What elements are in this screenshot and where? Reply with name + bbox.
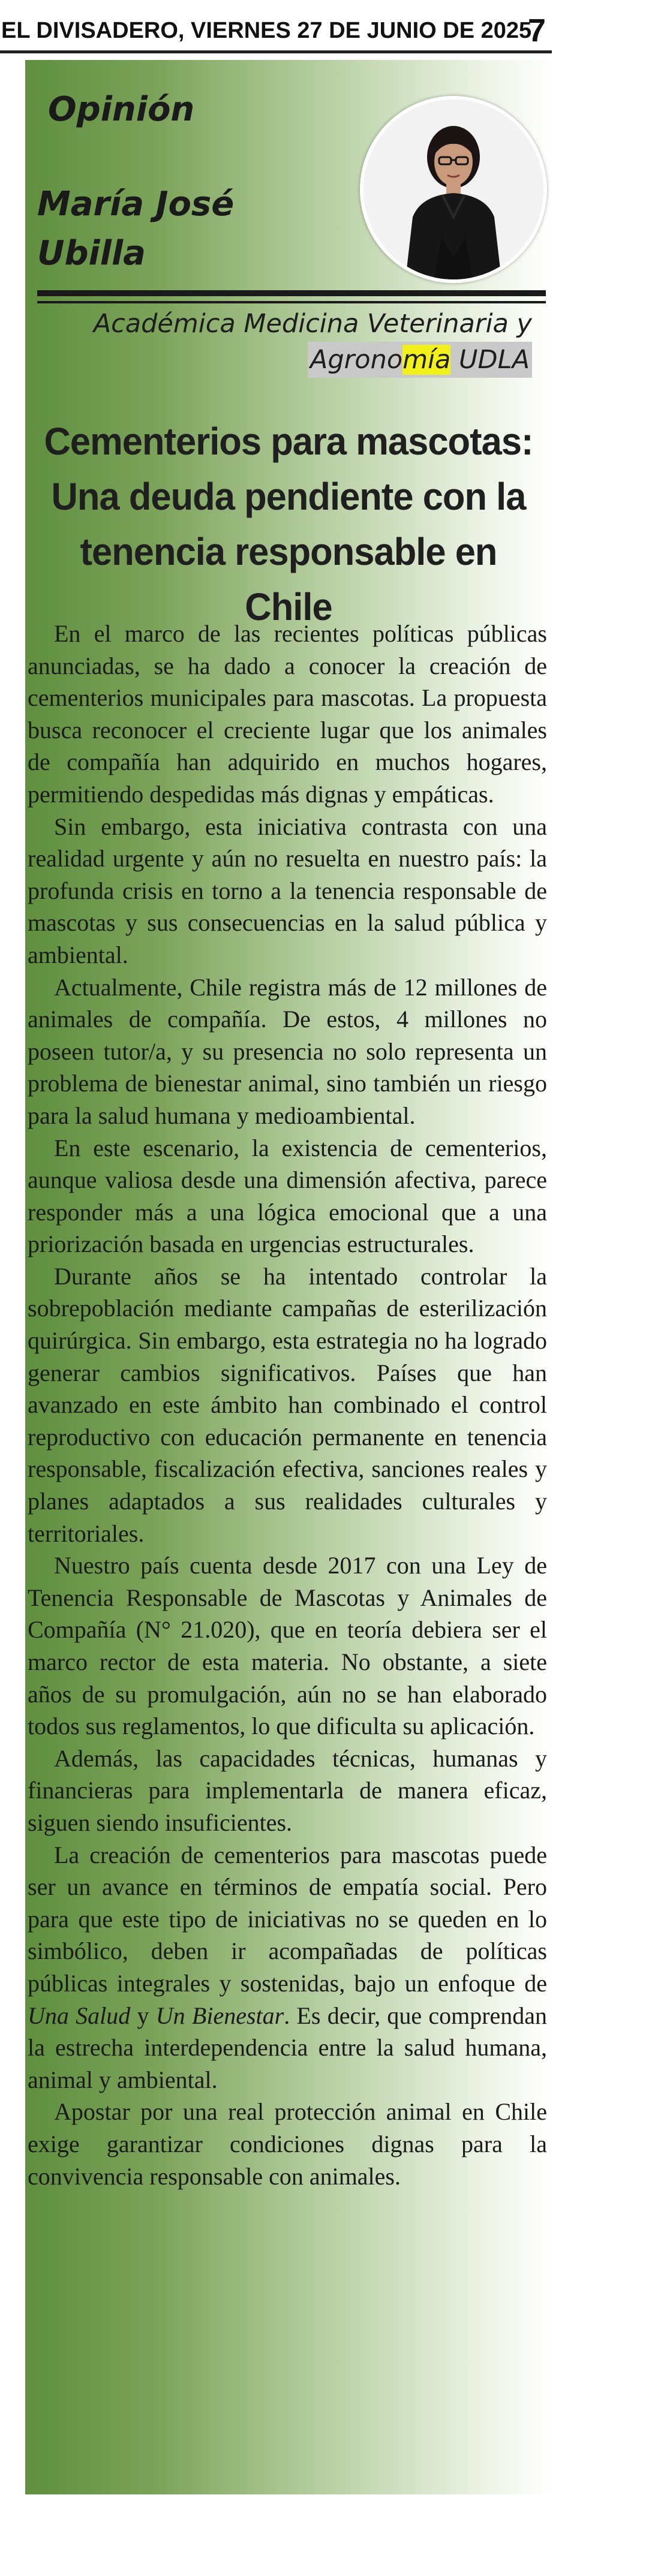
author-affiliation <box>52 306 532 378</box>
affiliation-part-a: Agrono <box>310 345 403 375</box>
author-last-name: Ubilla <box>37 234 146 273</box>
headline-line-1: Cementerios para mascotas: <box>44 420 533 463</box>
paragraph: Actualmente, Chile registra más de 12 millones de animales de compañía. De estos, 4 millones no poseen tutor/a, y su presencia no solo representa un problema de bienestar animal, sino también un riesgo para la salud humana y medioambiental. <box>28 973 547 1129</box>
headline-line-3: tenencia responsable en Chile <box>80 530 497 628</box>
paragraph: Sin embargo, esta iniciativa contrasta con una realidad urgente y aún no resuelta en nuestro país: la profunda crisis en torno a la tenencia responsable de mascotas y sus consecuencias en la salud pública y ambiental. <box>28 812 547 968</box>
affiliation-highlight: mía <box>402 345 451 375</box>
italic-term-una-salud: Una Salud <box>28 2002 131 2029</box>
author-first-name: María José <box>37 185 235 224</box>
affiliation-part-b: UDLA <box>450 345 530 375</box>
masthead <box>0 0 552 54</box>
paragraph: Nuestro país cuenta desde 2017 con una Ley de Tenencia Responsable de Mascotas y Animales de Compañía (N° 21.020), que en teoría debiera ser el marco rector de esta materia. No obstante, a siete años de su promulgación, aún no se han elaborado todos sus reglamentos, lo que dificulta su aplicación. <box>28 1552 547 1740</box>
paragraph: Además, las capacidades técnicas, humanas y financieras para implementarla de manera eficaz, siguen siendo insuficientes. <box>28 1744 547 1836</box>
paragraph: Apostar por una real protección animal en Chile exige garantizar condiciones dignas para la convivencia responsable con animales. <box>28 2098 547 2190</box>
paragraph: En el marco de las recientes políticas públicas anunciadas, se ha dado a conocer la creación de cementerios municipales para mascotas. La propuesta busca reconocer el creciente lugar que los animales de compañía han adquirido en muchos hogares, permitiendo despedidas más dignas y empáticas. <box>28 620 547 808</box>
affiliation-line-1: Académica Medicina Veterinaria y <box>93 309 532 339</box>
paragraph-text: . Es decir, que comprendan la estrecha interdependencia entre la salud humana, animal y ambiental. <box>28 2002 548 2093</box>
italic-term-un-bienestar: Un Bienestar <box>155 2002 284 2029</box>
page-number: 7 <box>528 13 546 49</box>
masthead-rule <box>0 50 552 53</box>
article-headline <box>40 414 537 634</box>
masthead-text: EL DIVISADERO, VIERNES 27 DE JUNIO DE 2025 <box>1 18 532 43</box>
author-rule-thin <box>37 301 546 303</box>
paragraph: Durante años se ha intentado controlar la sobrepoblación mediante campañas de esterilización quirúrgica. Sin embargo, esta estrategia no ha logrado generar cambios significativos. Países que han avanzado en este ámbito han combinado el control reproductivo con educación permanente en tenencia responsable, fiscalización efectiva, sanciones reales y planes adaptados a sus realidades culturales y territoriales. <box>28 1262 547 1547</box>
author-portrait <box>360 96 547 283</box>
section-label: Opinión <box>48 90 195 129</box>
article-body <box>28 618 547 2192</box>
author-name <box>37 180 349 278</box>
affiliation-line-2 <box>308 342 532 378</box>
paragraph-text: y <box>130 2002 156 2029</box>
paragraph-text: La creación de cementerios para mascotas puede ser un avance en términos de empatía social. Pero para que este tipo de iniciativas no se queden en lo simbólico, deben ir acompañadas de políticas públicas integrales y sostenidas, bajo un enfoque de <box>28 1841 547 1997</box>
author-portrait-image <box>363 100 543 279</box>
author-rule-thick <box>37 290 546 296</box>
paragraph-with-italics <box>28 1839 547 2096</box>
paragraph: En este escenario, la existencia de cementerios, aunque valiosa desde una dimensión afectiva, parece responder más a una lógica emocional que a una priorización basada en urgencias estructurales. <box>28 1134 547 1258</box>
headline-line-2: Una deuda pendiente con la <box>51 475 526 518</box>
